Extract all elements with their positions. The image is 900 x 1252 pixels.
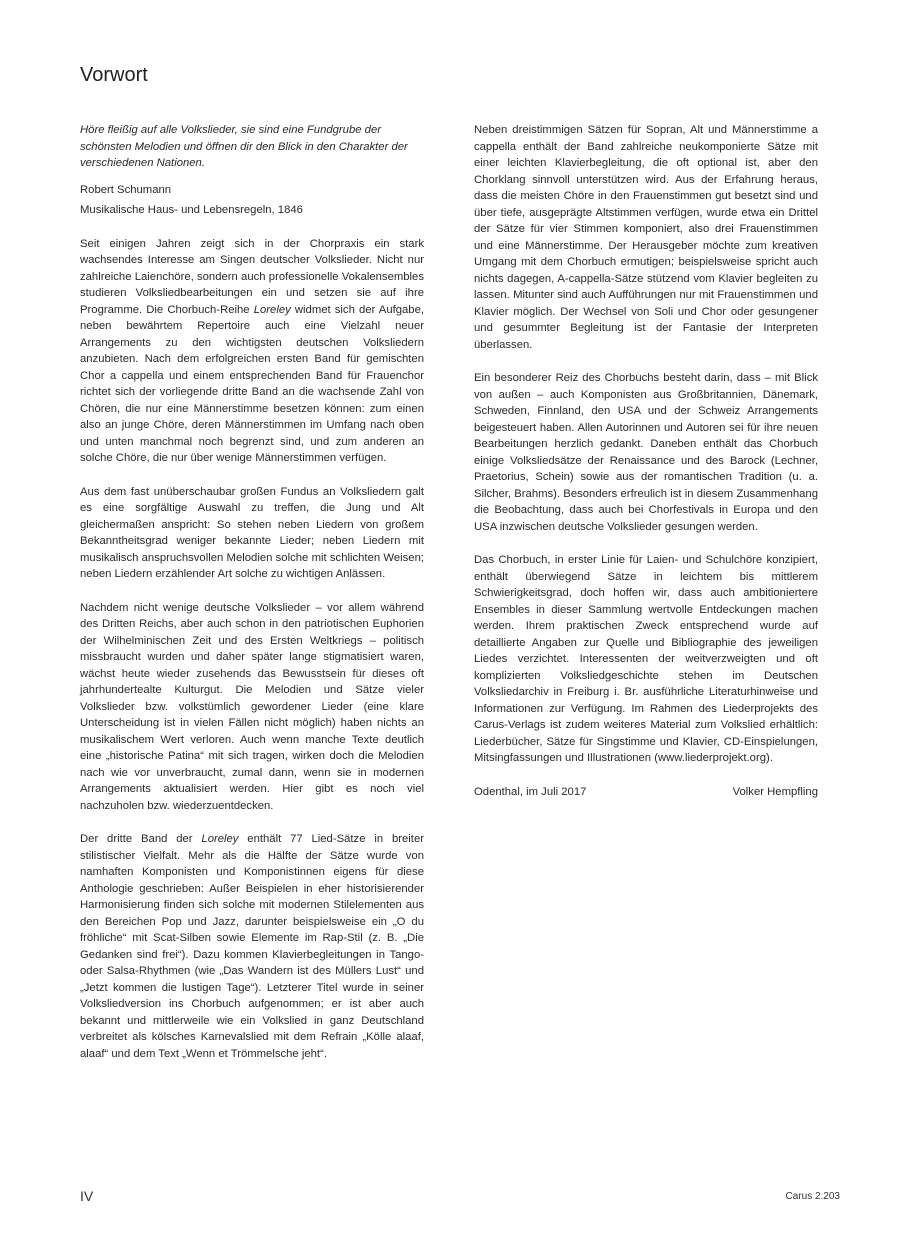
paragraph: Das Chorbuch, in erster Linie für Laien- und Schulchöre konzipiert, enthält überwiegend Sätze in leichtem bis mittlerem Schwierigkeitsgrad, doch hoffen wir, dass auch ambitioniertere Ensembles in dieser Sammlung wertvolle Entdeckungen machen werden. Ihrem praktischen Zweck entsprechend wurde auf detaillierte Angaben zur Quelle und Bibliographie des jeweiligen Liedes verzichtet. Interessenten der weitverzweigten und oft komplizierten Volksliedgeschichte stehen im Deutschen Volksliedarchiv in Freiburg i. Br. ausführliche Literaturhinweise und Informationen zur Verfügung. Im Rahmen des Liederprojekts des Carus-Verlags ist zudem weiteres Material zum Volkslied erhältlich: Liederbücher, Sätze für Singstimme und Klavier, CD-Einspielungen, Mitsingfassungen und Illustrationen (www.liederprojekt.org).: [474, 554, 818, 764]
epigraph-author: Robert Schumann: [80, 183, 172, 196]
place-date: Odenthal, im Juli 2017: [474, 785, 587, 798]
page-title: Vorwort: [80, 64, 148, 86]
signature-line: [474, 784, 818, 801]
paragraph: Neben dreistimmigen Sätzen für Sopran, Alt und Männerstimme a cappella enthält der Band zahlreiche neukomponierte Sätze mit einer leichten Klavierbegleitung, die oft optional ist, aber den Chorklang sinnvoll unterstützen wird. Aus der Erfahrung heraus, dass die meisten Chöre in den Frauenstimmen gut besetzt sind und über tiefe, ausgeprägte Altstimmen verfügen, wurde etwa ein Drittel der Sätze für vier Stimmen komponiert, also drei Frauenstimmen und eine Männerstimme. Der Herausgeber möchte zum kreativen Umgang mit dem Chorbuch ermutigen; beispielsweise spricht auch nichts dagegen, A-cappella-Sätze stützend vom Klavier begleiten zu lassen. Mitunter sind auch Aufführungen nur mit Frauenstimmen und Klavier möglich. Der Wechsel von Soli und Chor oder gesungener und gesummter Begleitung ist der Fantasie der Interpreten überlassen.: [474, 124, 818, 351]
catalog-number: Carus 2.203: [785, 1191, 840, 1202]
epigraph-attribution: [80, 180, 424, 220]
left-column: [80, 122, 424, 1079]
paragraph: Ein besonderer Reiz des Chorbuchs besteht darin, dass – mit Blick von außen – auch Komponisten aus Großbritannien, Dänemark, Schweden, Finnland, den USA und der Schweiz Arrangements beigesteuert haben. Allen Autorinnen und Autoren sei für ihre neuen Bearbeitungen herzlich gedankt. Daneben enthält das Chorbuch einige Volksliedsätze der Renaissance und des Barock (Lechner, Praetorius, Schein) sowie aus der romantischen Tradition (u. a. Silcher, Brahms). Besonders erfreulich ist in diesem Zusammenhang die Beobachtung, dass auch bei Chorfestivals in Europa und den USA inzwischen deutsche Volkslieder gesungen werden.: [474, 372, 818, 533]
right-column: [474, 122, 818, 800]
epigraph-quote: Höre fleißig auf alle Volkslieder, sie sind eine Fundgrube der schönsten Melodien und öffnen dir den Blick in den Charakter der verschiedenen Nationen.: [80, 124, 408, 169]
paragraph: Aus dem fast unüberschaubar großen Fundus an Volksliedern galt es eine sorgfältige Auswahl zu treffen, die Jung und Alt gleichermaßen anspricht: So stehen neben Liedern von großem Bekanntheitsgrad weniger bekannte Lieder; neben Liedern mit musikalisch anspruchsvollen Melodien solche mit schlichten Weisen; neben Liedern erzählender Art solche zu wichtigen Anlässen.: [80, 485, 424, 580]
paragraph: Der dritte Band der Loreley enthält 77 Lied-Sätze in breiter stilistischer Vielfalt. Mehr als die Hälfte der Sätze wurde von namhaften Komponisten und Komponistinnen eigens für diese Anthologie geschrieben: Außer Beispielen in eher historisierender Harmonisierung finden sich solche mit modernen Stilelementen aus den Bereichen Pop und Jazz, darunter beispielsweise ein „O du fröhliche“ mit Scat-Silben sowie Elemente im Rap-Stil (z. B. „Die Gedanken sind frei“). Dazu kommen Klavierbegleitungen in Tango- oder Salsa-Rhythmen (wie „Das Wandern ist des Müllers Lust“ und „Jetzt kommen die lustigen Tage“). Letzterer Titel wurde in seiner Volksliedversion ins Chorbuch aufgenommen; er ist aber auch bekannt und mittlerweile wie ein Volkslied in ganz Deutschland verbreitet als kölsches Karnevalslied mit dem Refrain „Kölle alaaf, alaaf“ und dem Text „Wenn et Trömmelsche jeht“.: [80, 833, 424, 1060]
page-number: IV: [80, 1188, 94, 1204]
paragraph: Seit einigen Jahren zeigt sich in der Chorpraxis ein stark wachsendes Interesse am Singen deutscher Volkslieder. Nicht nur zahlreiche Laienchöre, sondern auch professionelle Vokalensembles studieren Volksliedbearbeitungen ein und setzen sie auf ihre Programme. Die Chorbuch-Reihe Loreley widmet sich der Aufgabe, neben bewährtem Repertoire auch eine Vielzahl neuer Arrangements zu den wichtigsten deutschen Volksliedern anzubieten. Nach dem erfolgreichen ersten Band für gemischten Chor a cappella und einem entsprechenden Band für Frauenchor richtet sich der vorliegende dritte Band an die wachsende Zahl von Chören, die nur eine Männerstimme besetzen können: zum einen also an junge Chöre, deren Männerstimmen im Umfang nach oben und unten manchmal noch begrenzt sind, und zum anderen an solche Chöre, die nur über wenige Männerstimmen verfügen.: [80, 237, 425, 464]
paragraph: Nachdem nicht wenige deutsche Volkslieder – vor allem während des Dritten Reichs, aber auch schon in den patriotischen Euphorien der Wilhelminischen Zeit und des Ersten Weltkriegs – politisch missbraucht wurden und daher später lange stigmatisiert waren, wächst heute wieder zusehends das Bewusstsein für dieses oft jahrhundertealte Kulturgut. Die Melodien und Sätze vieler Volkslieder bzw. volkstümlich gewordener Lieder (eine klare Unterscheidung ist in vielen Fällen nicht möglich) haben nichts an musikalischem Wert verloren. Auch wenn manche Texte deutlich eine „historische Patina“ mit sich tragen, wirken doch die Melodien nach wie vor unverbraucht, zumal dann, wenn sie in modernen Arrangements aktualisiert werden. Hier gibt es noch viel nachzuholen bzw. wiederzuentdecken.: [80, 601, 424, 812]
epigraph-source: Musikalische Haus- und Lebensregeln, 1846: [80, 203, 303, 216]
signature: Volker Hempfling: [732, 785, 818, 798]
